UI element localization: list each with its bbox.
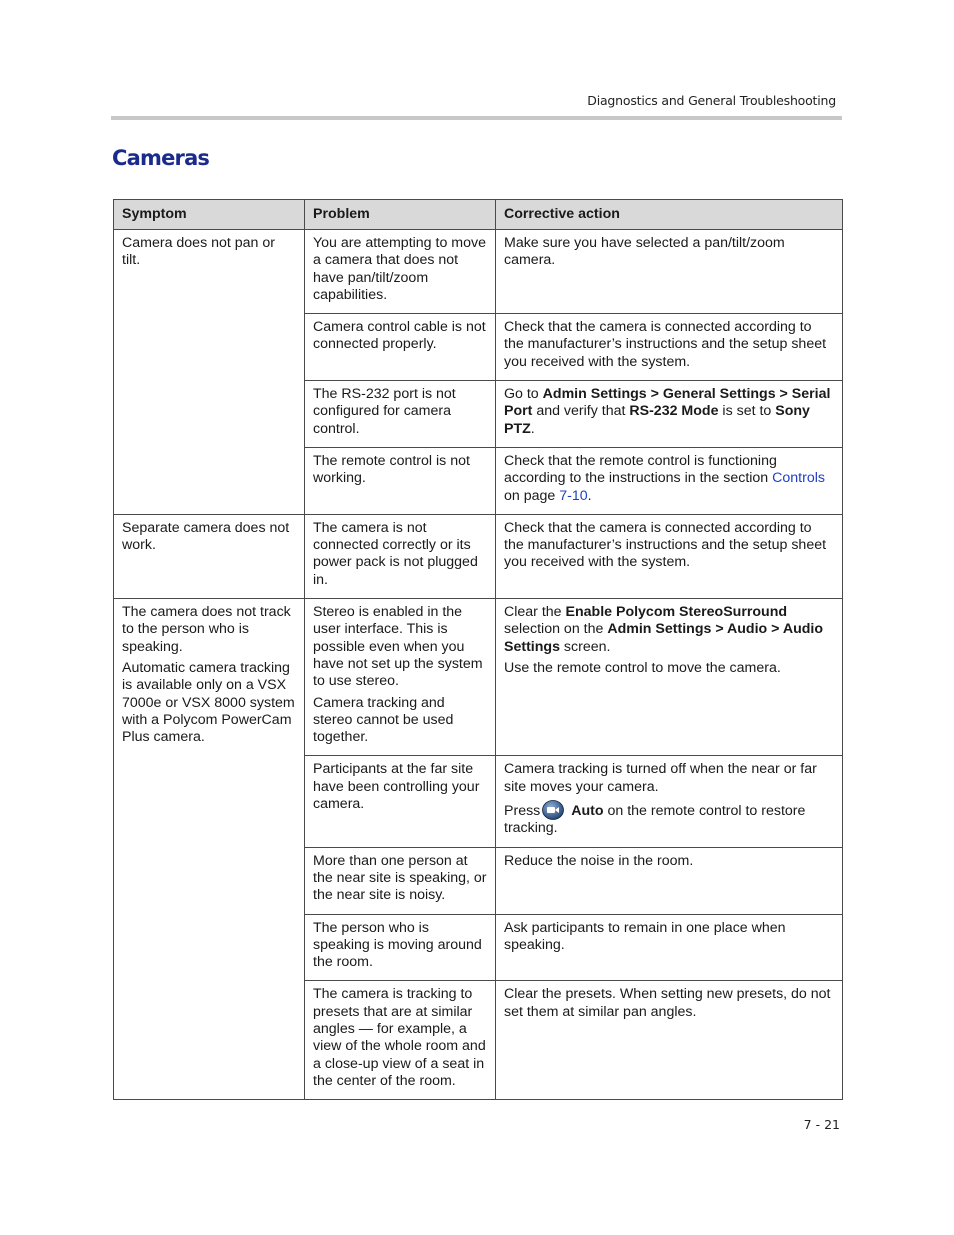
problem-cell [305, 914, 496, 981]
symptom-cell [114, 599, 305, 1100]
problem-text: The camera is not connected correctly or its power pack is not plugged in. [313, 519, 478, 588]
action-cell [496, 981, 843, 1100]
action-text-part: Press [504, 803, 541, 820]
action-cell [496, 514, 843, 598]
section-title: Cameras [112, 146, 210, 170]
column-header-corrective-action: Corrective action [496, 200, 843, 230]
table-row [114, 230, 843, 314]
action-cell [496, 914, 843, 981]
action-cell [496, 847, 843, 914]
action-text: Check that the camera is connected according to the manufacturer’s instructions and the setup sheet you received with the system. [504, 519, 827, 571]
page-number: 7 - 21 [803, 1117, 840, 1132]
action-text-part: . [530, 420, 535, 437]
action-extra-text: Use the remote control to move the camera. [504, 659, 781, 676]
action-text [504, 604, 834, 656]
problem-cell [305, 381, 496, 448]
action-text: Reduce the noise in the room. [504, 852, 694, 869]
problem-cell [305, 756, 496, 847]
action-text-part: screen. [559, 638, 611, 655]
table-header-row [114, 200, 843, 230]
action-text: Check that the camera is connected according to the manufacturer’s instructions and the setup sheet you received with the system. [504, 319, 827, 370]
problem-cell [305, 981, 496, 1100]
action-text-part: selection on the [504, 621, 608, 638]
problem-text: More than one person at the near site is speaking, or the near site is noisy. [313, 852, 487, 904]
problem-cell [305, 514, 496, 598]
running-header: Diagnostics and General Troubleshooting [587, 93, 836, 108]
auto-button-label: Auto [571, 803, 604, 820]
action-text-part: and verify that [532, 403, 630, 420]
action-text-part: on the remote control to restore tracking. [504, 803, 806, 837]
action-text: Camera tracking is turned off when the near or far site moves your camera. [504, 761, 817, 795]
column-header-symptom: Symptom [114, 200, 305, 230]
action-text [504, 453, 834, 505]
symptom-text: The camera does not track to the person who is speaking. [122, 604, 291, 655]
action-cell [496, 599, 843, 756]
action-cell [496, 381, 843, 448]
action-text: Make sure you have selected a pan/tilt/zoom camera. [504, 235, 785, 269]
problem-text: The RS-232 port is not configured for camera control. [313, 386, 456, 437]
action-cell [496, 447, 843, 514]
action-text-part: Clear the [504, 604, 566, 621]
setting-rs232-mode: RS-232 Mode [629, 403, 719, 420]
action-text-part: Check that the remote control is functioning according to the instructions in the section [504, 452, 777, 487]
action-text-part: is set to [718, 403, 776, 420]
problem-text: The camera is tracking to presets that are at similar angles — for example, a view of the whole room and a close-up view of a seat in the center of the room. [313, 986, 486, 1089]
action-cell [496, 756, 843, 847]
problem-cell [305, 847, 496, 914]
action-text-part: on page [504, 487, 560, 504]
symptom-cell [114, 514, 305, 598]
header-rule [111, 116, 842, 120]
action-cell [496, 230, 843, 314]
action-text [504, 386, 834, 438]
symptom-note: Automatic camera tracking is available only on a VSX 7000e or VSX 8000 system with a Polycom PowerCam Plus camera. [122, 659, 295, 746]
problem-text: Stereo is enabled in the user interface. This is possible even when you have not set up the system to use stereo. [313, 604, 483, 690]
problem-note: Camera tracking and stereo cannot be used together. [313, 694, 454, 746]
setting-enable-stereosurround: Enable Polycom StereoSurround [565, 604, 788, 621]
symptom-text: Separate camera does not work. [122, 519, 290, 554]
problem-cell [305, 314, 496, 381]
camera-auto-icon [542, 800, 564, 820]
page-7-10-link[interactable]: 7-10 [559, 487, 588, 504]
problem-text: Participants at the far site have been controlling your camera. [313, 761, 480, 813]
menu-path-admin-audio-settings: Admin Settings > Audio > Audio Settings [504, 621, 824, 655]
problem-text: The person who is speaking is moving around the room. [313, 919, 482, 971]
column-header-problem: Problem [305, 200, 496, 230]
table-row [114, 599, 843, 756]
controls-link[interactable]: Controls [772, 470, 825, 487]
action-text: Clear the presets. When setting new presets, do not set them at similar pan angles. [504, 986, 831, 1020]
problem-cell [305, 599, 496, 756]
problem-cell [305, 230, 496, 314]
symptom-text: Camera does not pan or tilt. [122, 235, 276, 269]
table-row [114, 514, 843, 598]
action-text: Ask participants to remain in one place when speaking. [504, 919, 786, 953]
problem-text: You are attempting to move a camera that does not have pan/tilt/zoom capabilities. [313, 235, 486, 303]
troubleshooting-table [113, 199, 843, 1100]
action-text-part: . [587, 487, 592, 504]
action-cell [496, 314, 843, 381]
action-press-text [504, 800, 834, 838]
problem-text: Camera control cable is not connected properly. [313, 319, 486, 353]
problem-text: The remote control is not working. [313, 452, 470, 487]
symptom-cell [114, 230, 305, 515]
action-text-part: Go to [504, 386, 543, 403]
menu-path-admin-general-serial: Admin Settings > General Settings > Serial Port [504, 386, 831, 420]
problem-cell [305, 447, 496, 514]
setting-value-sony-ptz: Sony PTZ [504, 403, 810, 437]
